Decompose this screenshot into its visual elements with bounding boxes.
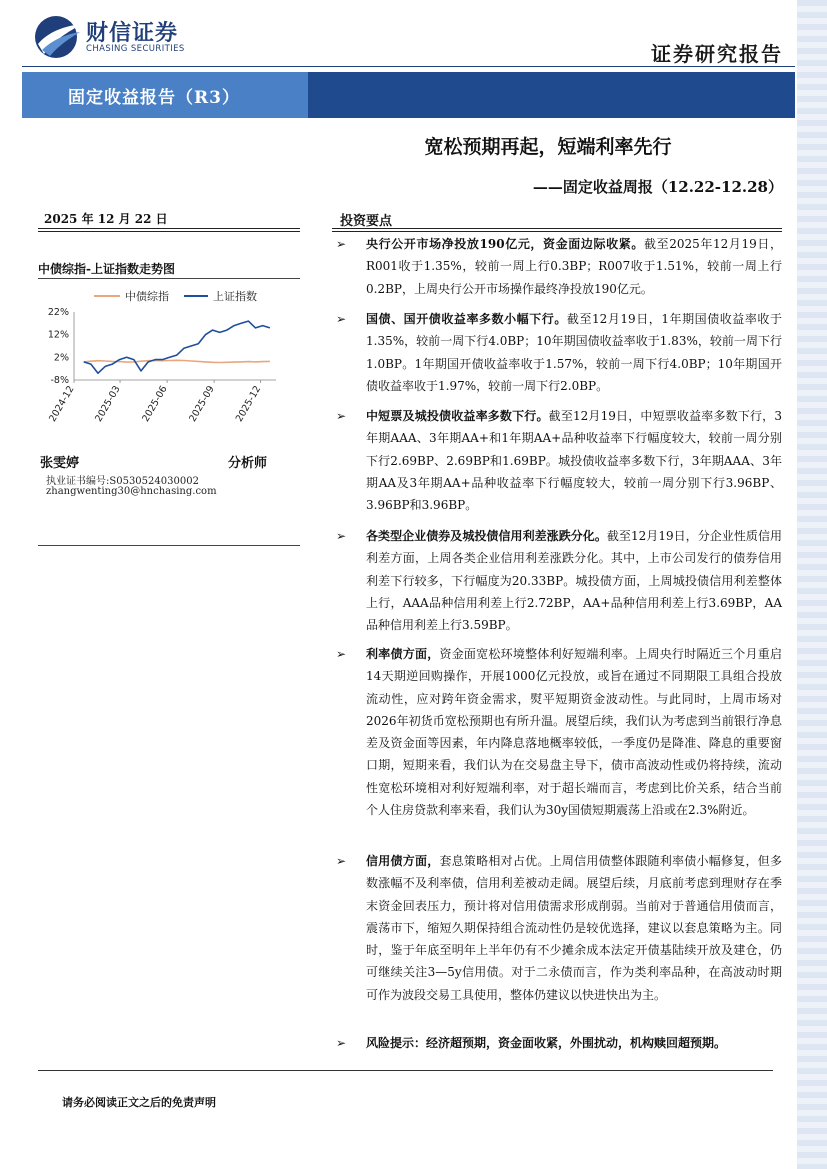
bullet-text: 截至2025年12月19日，R001收于1.35%，较前一周上行0.3BP；R007收于1.51%，较前一周上行0.2BP，上周央行公开市场操作最终净投放190亿元。 [366,237,782,296]
index-chart [36,282,298,432]
arrow-icon: ➢ [336,1036,347,1050]
bullet-lead: 利率债方面， [366,647,440,661]
report-subtitle: ——固定收益周报（12.22-12.28） [532,178,783,196]
bullet-rates-outlook [336,643,782,821]
bullet-text: 套息策略相对占优。上周信用债整体跟随利率债小幅修复，但多数涨幅不及利率债，信用利差被动走阔。展望后续，月底前考虑到理财存在季末资金回表压力，预计将对信用债需求形成削弱。当前对于普通信用债而言，震荡市下，缩短久期保持组合流动性仍是较优选择，建议以套息策略为主。同时，鉴于年底至明年上半年仍有不少摊余成本法定开债基陆续开放及建仓，仍可继续关注3—5y信用债。对于二永债而言，作为类利率品种，在高波动时期可作为波段交易工具使用，整体仍建议以快进快出为主。 [366,854,782,1002]
x-tick-label: 2025-09 [187,384,217,424]
bullet-text: 截至12月19日，1年期国债收益率收于1.35%，较前一周下行4.0BP；10年期国债收益率收于1.83%，较前一周下行1.0BP。1年期国开债收益率收于1.57%，较前一周下行4.0BP；10年期国开债收益率收于1.97%，较前一周下行2.0BP。 [366,312,782,393]
chart-title-rule [38,278,300,279]
bullet-risk [336,1032,782,1054]
legend-label-sh: 上证指数 [213,290,257,303]
arrow-icon: ➢ [336,409,347,423]
bullet-text: 截至12月19日，中短票收益率多数下行，3年期AAA、3年期AA+和1年期AA+品种收益率下行幅度较大，较前一周分别下行2.69BP、2.69BP和1.69BP。城投债收益率多数下行，3年期AAA、3年期AA及3年期AA+品种收益率下行幅度较大，较前一周分别下行3.96BP、3.96BP和3.96BP。 [366,409,782,513]
bullet-lead: 央行公开市场净投放190亿元，资金面边际收紧。 [366,237,644,251]
disclaimer-note: 请务必阅读正文之后的免责声明 [62,1096,216,1109]
bullet-lead: 信用债方面， [366,854,440,868]
report-title: 宽松预期再起，短端利率先行 [424,136,672,158]
bullet-lead: 中短票及城投债收益率多数下行。 [366,409,549,423]
bullet-money-market [336,233,782,300]
brand-name-en: CHASING SECURITIES [86,44,185,54]
section-rule-thin [332,231,782,232]
analyst-email[interactable]: zhangwenting30@hnchasing.com [46,486,217,497]
section-rule [332,228,782,229]
date-rule-thin [38,231,300,232]
arrow-icon: ➢ [336,312,347,326]
chart-title: 中债综指-上证指数走势图 [38,262,175,276]
bullet-credit-outlook [336,850,782,1006]
y-tick-label: 22% [47,307,69,318]
series-line-sh [84,321,270,373]
x-tick-label: 2025-06 [140,384,170,424]
y-tick-label: -8% [50,375,69,386]
banner-left [22,72,308,118]
chart-legend [94,289,257,303]
right-edge-stripe [797,0,827,1169]
bullet-text: 资金面宽松环境整体利好短端利率。上周央行时隔近三个月重启14天期逆回购操作，开展1000亿元投放，或旨在通过不同期限工具组合投放流动性，应对跨年资金需求，熨平短期资金波动性。与此同时，上周市场对2026年初货币宽松预期也有所升温。展望后续，我们认为考虑到当前银行净息差及资金面等因素，年内降息落地概率较低，一季度仍是降准、降息的重要窗口期，短期来看，我们认为在交易盘主导下，债市高波动性或仍将持续，流动性宽松环境相对利好短端利率，对于超长端而言，考虑到比价关系，结合当前个人住房贷款利率来看，我们认为30y国债短期震荡上沿或在2.3%附近。 [366,647,782,818]
bullet-lead: 各类型企业债券及城投债信用利差涨跌分化。 [366,529,607,543]
banner-title: 固定收益报告（R3） [68,88,240,108]
logo-emblem-icon [34,14,84,60]
analyst-rule [38,545,300,546]
report-date: 2025 年 12 月 22 日 [44,212,168,226]
footer-rule [38,1070,773,1071]
x-tick-label: 2025-12 [233,384,264,424]
header-rule [22,66,795,67]
legend-label-cb: 中债综指 [125,290,169,303]
x-tick-label: 2024-12 [47,384,77,424]
y-tick-label: 12% [47,329,69,341]
analyst-license: 执业证书编号:S0530524030002 [46,476,199,487]
analyst-name: 张雯婷 [40,456,80,471]
series-line-cb [84,360,270,362]
bullet-lead: 国债、国开债收益率多数小幅下行。 [366,312,567,326]
x-tick-label: 2025-03 [93,384,123,424]
arrow-icon: ➢ [336,237,347,251]
analyst-role: 分析师 [228,456,268,471]
bullet-lead: 风险提示：经济超预期，资金面收紧，外围扰动，机构赎回超预期。 [366,1036,727,1050]
brand-logo [34,14,194,60]
bullet-treasury-yield [336,308,782,397]
bullet-short-notes [336,405,782,516]
bullet-text: 截至12月19日，分企业性质信用利差方面，上周各类企业信用利差涨跌分化。其中，上市公司发行的债券信用利差下行较多，下行幅度为20.33BP。城投债方面，上周城投债信用利差整体上行，AAA品种信用利差上行2.72BP，AA+品种信用利差上行3.69BP，AA品种信用利差上行3.59BP。 [366,529,782,633]
arrow-icon: ➢ [336,647,347,661]
arrow-icon: ➢ [336,854,347,868]
banner-right [308,72,795,118]
bullet-credit-spread [336,525,782,636]
section-heading: 投资要点 [340,214,393,229]
arrow-icon: ➢ [336,529,347,543]
report-type-label: 证券研究报告 [651,42,783,66]
date-rule [38,228,300,229]
y-tick-label: 2% [53,352,69,364]
brand-name-cn: 财信证券 [86,21,179,46]
